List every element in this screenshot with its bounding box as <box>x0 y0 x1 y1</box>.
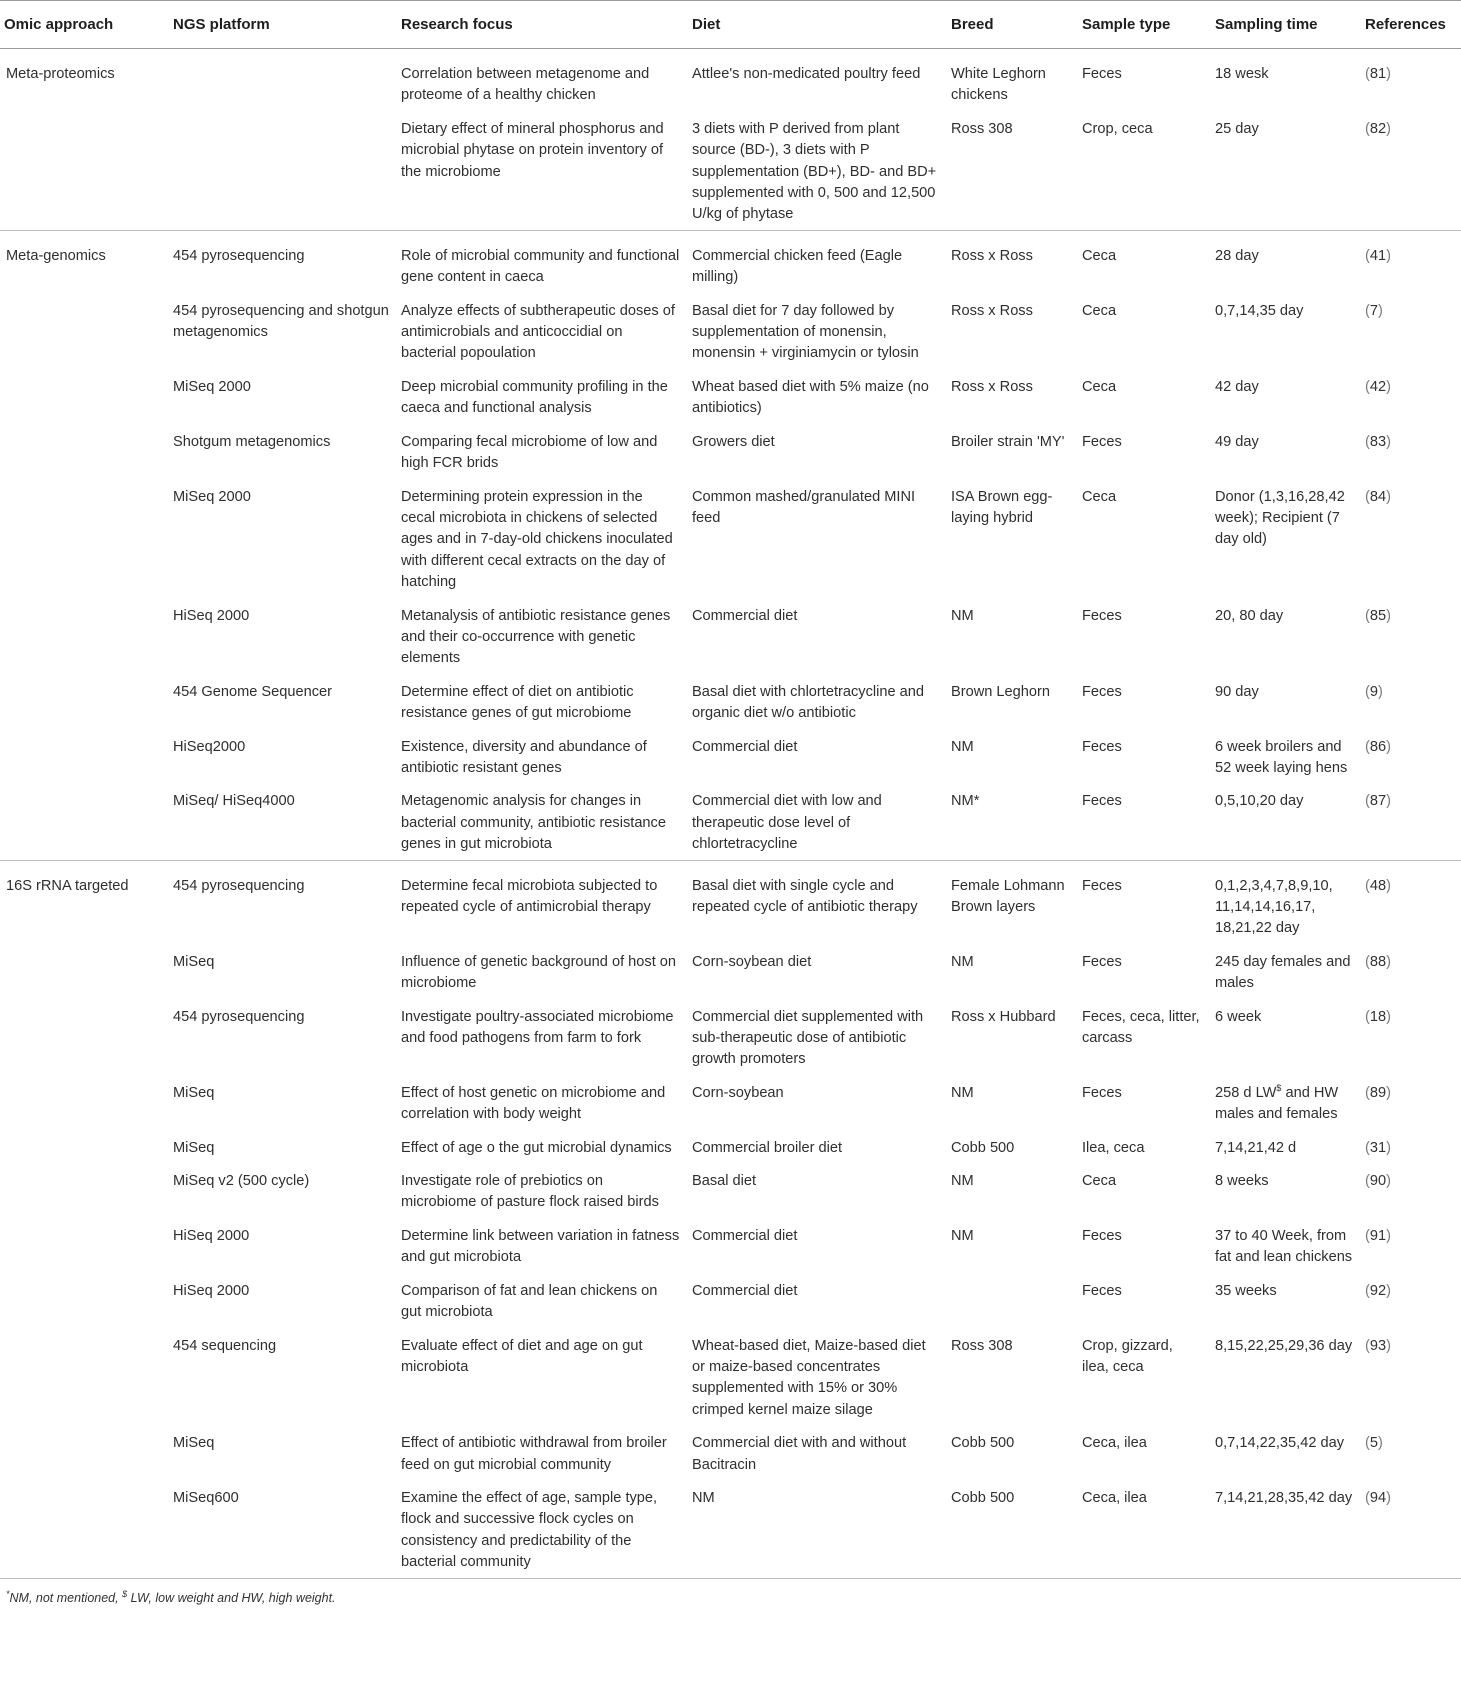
table-row <box>0 476 1461 595</box>
ngs-platform: 454 sequencing <box>173 1337 277 1354</box>
table-row <box>0 1160 1461 1215</box>
reference-number[interactable]: 91 <box>1369 1227 1387 1244</box>
reference: (5) <box>1365 1435 1383 1452</box>
table-row <box>0 726 1461 781</box>
reference-number[interactable]: 82 <box>1369 120 1387 137</box>
column-header: NGS platform <box>167 1 395 49</box>
breed: NM <box>951 1084 974 1101</box>
reference: (9) <box>1365 683 1383 700</box>
research-focus: Effect of age o the gut microbial dynamics <box>401 1139 672 1156</box>
table-row <box>0 1127 1461 1160</box>
reference-number[interactable]: 31 <box>1369 1139 1387 1156</box>
sample-type: Feces, ceca, litter, carcass <box>1082 1008 1200 1047</box>
ngs-platform: MiSeq 2000 <box>173 378 251 395</box>
diet: Basal diet with single cycle and repeated cycle of antibiotic therapy <box>692 877 918 915</box>
sampling-time: 8,15,22,25,29,36 day <box>1215 1337 1353 1354</box>
diet: Growers diet <box>692 433 775 450</box>
research-focus: Comparing fecal microbiome of low and high FCR brids <box>401 433 658 472</box>
table-header <box>0 1 1461 49</box>
reference-number[interactable]: 41 <box>1369 247 1387 264</box>
reference-number[interactable]: 90 <box>1369 1173 1387 1190</box>
omic-approach <box>0 1215 167 1270</box>
omic-approach <box>0 108 167 231</box>
table-row <box>0 780 1461 860</box>
omic-approach <box>0 1127 167 1160</box>
sample-type: Feces <box>1082 953 1122 970</box>
diet: Basal diet for 7 day followed by supplementation of monensin, monensin + virginiamycin or tylosin <box>692 302 919 362</box>
table-row <box>0 941 1461 996</box>
breed: NM <box>951 1227 974 1244</box>
table-row <box>0 671 1461 726</box>
reference-number[interactable]: 18 <box>1369 1008 1387 1025</box>
sampling-time: 25 day <box>1209 108 1359 231</box>
sample-type: Crop, gizzard, ilea, ceca <box>1082 1337 1173 1375</box>
sampling-time: 42 day <box>1215 378 1259 395</box>
sampling-time: 28 day <box>1215 247 1259 264</box>
ngs-platform: 454 pyrosequencing <box>173 1008 305 1025</box>
diet: Corn-soybean <box>692 1084 784 1101</box>
reference-number[interactable]: 83 <box>1369 433 1387 450</box>
diet: 3 diets with P derived from plant source (BD-), 3 diets with P supplementation (BD+), BD- and BD+ supplemented with 0, 500 and 12,500 U/kg of phytase <box>686 108 945 231</box>
reference: (93) <box>1365 1337 1391 1354</box>
sample-type: Crop, ceca <box>1076 108 1209 231</box>
ngs-platform: 454 pyrosequencing and shotgun metagenomics <box>173 302 389 341</box>
ngs-platform: MiSeq600 <box>167 1477 395 1578</box>
sample-type: Ceca, ilea <box>1082 1435 1147 1452</box>
reference: (86) <box>1365 738 1391 755</box>
omic-approach <box>0 1325 167 1423</box>
research-focus: Determine fecal microbiota subjected to repeated cycle of antimicrobial therapy <box>401 877 658 915</box>
table-row <box>0 366 1461 421</box>
sample-type: Ceca <box>1082 302 1117 319</box>
breed: Broiler strain 'MY' <box>951 433 1065 450</box>
table-row <box>0 49 1461 108</box>
table-row <box>0 421 1461 476</box>
ngs-platform: 454 Genome Sequencer <box>173 683 333 700</box>
breed: Ross 308 <box>951 1337 1013 1354</box>
sampling-time: 18 wesk <box>1215 66 1269 82</box>
reference: (41) <box>1365 247 1391 264</box>
sample-type: Feces <box>1076 780 1209 860</box>
research-focus: Deep microbial community profiling in the caeca and functional analysis <box>401 378 668 417</box>
diet: Wheat-based diet, Maize-based diet or maize-based concentrates supplemented with 15% or 30% crimped kernel maize silage <box>692 1337 926 1418</box>
column-header: Sampling time <box>1209 1 1359 49</box>
ngs-platform: HiSeq2000 <box>173 738 246 755</box>
ngs-platform: MiSeq 2000 <box>173 488 251 505</box>
diet: Basal diet <box>692 1173 757 1190</box>
sample-type: Feces <box>1082 607 1122 624</box>
reference: (88) <box>1365 953 1391 970</box>
research-focus: Determining protein expression in the cecal microbiota in chickens of selected ages and in 7-day-old chickens inoculated with different cecal extracts on the day of hatching <box>401 488 673 591</box>
reference: (82) <box>1359 108 1461 231</box>
ngs-platform: Shotgum metagenomics <box>173 433 331 450</box>
research-focus: Investigate poultry-associated microbiome and food pathogens from farm to fork <box>401 1008 674 1047</box>
research-focus: Analyze effects of subtherapeutic doses of antimicrobials and anticoccidial on bacterial popoulation <box>401 302 675 362</box>
table-row <box>0 290 1461 366</box>
sampling-time: 6 week broilers and 52 week laying hens <box>1215 738 1348 776</box>
ngs-platform <box>167 108 395 231</box>
omic-approach <box>0 1422 167 1477</box>
column-header: Omic approach <box>0 1 167 49</box>
diet: Commercial diet <box>692 607 798 624</box>
sampling-time: 6 week <box>1215 1008 1262 1025</box>
omic-approach <box>0 941 167 996</box>
reference: (85) <box>1365 607 1391 624</box>
ngs-platform <box>167 49 395 108</box>
column-header: Research focus <box>395 1 686 49</box>
research-focus: Comparison of fat and lean chickens on gut microbiota <box>401 1282 658 1321</box>
omic-approach <box>0 1477 167 1578</box>
research-focus: Dietary effect of mineral phosphorus and microbial phytase on protein inventory of the microbiome <box>395 108 686 231</box>
reference: (90) <box>1365 1173 1391 1190</box>
sample-type: Ceca <box>1082 1173 1117 1190</box>
table-footnote <box>0 1579 1461 1607</box>
table-row <box>0 108 1461 231</box>
omic-approach: Meta-genomics <box>6 247 106 264</box>
reference-number[interactable]: 93 <box>1369 1337 1387 1354</box>
reference: (92) <box>1365 1282 1391 1299</box>
sampling-time: 49 day <box>1215 433 1259 450</box>
diet: Commercial diet supplemented with sub-therapeutic dose of antibiotic growth promoters <box>692 1008 924 1068</box>
omic-approach <box>0 421 167 476</box>
breed: Cobb 500 <box>945 1477 1076 1578</box>
sampling-time: 0,5,10,20 day <box>1209 780 1359 860</box>
sample-type: Feces <box>1082 433 1122 450</box>
breed: Ross x Ross <box>951 247 1033 264</box>
reference-number[interactable]: 7 <box>1369 302 1378 319</box>
reference-number[interactable]: 92 <box>1369 1282 1387 1299</box>
sampling-time: Donor (1,3,16,28,42 week); Recipient (7 day old) <box>1215 488 1345 548</box>
reference: (84) <box>1365 488 1391 505</box>
table-row <box>0 1325 1461 1423</box>
ngs-platform: 454 pyrosequencing <box>173 877 305 894</box>
sample-type: Feces <box>1082 66 1122 82</box>
omic-approach <box>0 1270 167 1325</box>
reference-number[interactable]: 88 <box>1369 953 1387 970</box>
diet: NM <box>686 1477 945 1578</box>
diet: Basal diet with chlortetracycline and organic diet w/o antibiotic <box>692 683 924 722</box>
column-header: Breed <box>945 1 1076 49</box>
table-row <box>0 1270 1461 1325</box>
research-focus: Investigate role of prebiotics on microbiome of pasture flock raised birds <box>401 1173 659 1211</box>
breed <box>945 1270 1076 1325</box>
breed: White Leghorn chickens <box>951 66 1046 104</box>
diet: Corn-soybean diet <box>692 953 812 970</box>
reference-number[interactable]: 42 <box>1369 378 1387 395</box>
breed: Brown Leghorn <box>951 683 1050 700</box>
reference-number[interactable]: 87 <box>1369 793 1387 810</box>
research-focus: Influence of genetic background of host on microbiome <box>401 953 677 992</box>
research-focus: Examine the effect of age, sample type, flock and successive flock cycles on consistency and predictability of the bacterial community <box>395 1477 686 1578</box>
footnote-text-1: NM, not mentioned, <box>9 1590 123 1605</box>
sample-type: Ilea, ceca <box>1082 1139 1145 1156</box>
column-header: References <box>1359 1 1461 49</box>
omic-approach <box>0 290 167 366</box>
research-focus: Determine effect of diet on antibiotic resistance genes of gut microbiome <box>401 683 634 722</box>
breed: Cobb 500 <box>951 1435 1015 1452</box>
ngs-platform: MiSeq/ HiSeq4000 <box>167 780 395 860</box>
reference: (7) <box>1365 302 1383 319</box>
research-focus: Determine link between variation in fatness and gut microbiota <box>401 1227 680 1266</box>
breed: NM <box>951 1173 974 1190</box>
diet: Common mashed/granulated MINI feed <box>692 488 916 526</box>
breed: Female Lohmann Brown layers <box>951 877 1065 915</box>
reference: (48) <box>1365 877 1391 894</box>
omic-approach <box>0 366 167 421</box>
reference: (94) <box>1359 1477 1461 1578</box>
reference-number[interactable]: 5 <box>1369 1435 1378 1452</box>
reference: (18) <box>1365 1008 1391 1025</box>
diet: Commercial diet <box>692 738 798 755</box>
reference-number[interactable]: 48 <box>1369 877 1387 894</box>
omic-approach <box>0 476 167 595</box>
ngs-platform: HiSeq 2000 <box>173 1282 250 1299</box>
research-focus: Effect of host genetic on microbiome and correlation with body weight <box>401 1084 666 1123</box>
research-focus: Correlation between metagenome and proteome of a healthy chicken <box>401 66 650 104</box>
ngs-platform: MiSeq <box>173 1139 215 1156</box>
omic-approach: 16S rRNA targeted <box>6 877 129 894</box>
sample-type: Ceca <box>1082 247 1117 264</box>
omic-approach: Meta-proteomics <box>6 66 115 82</box>
ngs-platform: HiSeq 2000 <box>173 1227 250 1244</box>
sample-type: Feces <box>1082 1084 1122 1101</box>
breed: Cobb 500 <box>951 1139 1015 1156</box>
diet: Wheat based diet with 5% maize (no antibiotics) <box>692 378 929 417</box>
reference: (42) <box>1365 378 1391 395</box>
breed: Ross x Ross <box>951 378 1033 395</box>
sample-type: Feces <box>1082 1227 1122 1244</box>
breed: NM <box>951 607 974 624</box>
reference: (87) <box>1359 780 1461 860</box>
sampling-time: 245 day females and males <box>1215 953 1351 992</box>
diet: Commercial chicken feed (Eagle milling) <box>692 247 903 286</box>
reference: (89) <box>1365 1084 1391 1101</box>
ngs-platform: 454 pyrosequencing <box>173 247 305 264</box>
reference-number[interactable]: 89 <box>1369 1084 1387 1101</box>
sample-type: Feces <box>1082 1282 1122 1299</box>
research-focus: Existence, diversity and abundance of antibiotic resistant genes <box>401 738 647 776</box>
column-header: Sample type <box>1076 1 1209 49</box>
omic-approach <box>0 996 167 1072</box>
reference-number[interactable]: 81 <box>1369 66 1387 82</box>
omic-approach <box>0 595 167 671</box>
sampling-time: 37 to 40 Week, from fat and lean chickens <box>1215 1227 1353 1266</box>
research-focus: Metagenomic analysis for changes in bacterial community, antibiotic resistance genes in gut microbiota <box>395 780 686 860</box>
breed: NM <box>951 738 974 755</box>
reference: (81) <box>1365 66 1391 82</box>
sample-type: Ceca, ilea <box>1076 1477 1209 1578</box>
table-row <box>0 1422 1461 1477</box>
ngs-platform: MiSeq v2 (500 cycle) <box>173 1173 310 1190</box>
diet: Commercial diet <box>692 1282 798 1299</box>
table-row <box>0 996 1461 1072</box>
sampling-time: 0,7,14,22,35,42 day <box>1215 1435 1345 1452</box>
omic-approach <box>0 780 167 860</box>
reference: (31) <box>1365 1139 1391 1156</box>
diet: Commercial diet with low and therapeutic dose level of chlortetracycline <box>686 780 945 860</box>
footnote-text-2: LW, low weight and HW, high weight. <box>127 1590 336 1605</box>
table-row <box>0 1215 1461 1270</box>
reference-number[interactable]: 94 <box>1369 1489 1387 1506</box>
research-focus: Evaluate effect of diet and age on gut microbiota <box>401 1337 643 1375</box>
footnote-mark-2: $ <box>122 1588 128 1599</box>
omic-approach <box>0 726 167 781</box>
table-row <box>0 230 1461 289</box>
reference: (91) <box>1365 1227 1391 1244</box>
sampling-time: 20, 80 day <box>1215 607 1284 624</box>
reference-number[interactable]: 84 <box>1369 488 1387 505</box>
ngs-platform: MiSeq <box>173 953 215 970</box>
sampling-time: 7,14,21,28,35,42 day <box>1209 1477 1359 1578</box>
diet: Commercial broiler diet <box>692 1139 843 1156</box>
omic-approach <box>0 671 167 726</box>
reference-number[interactable]: 9 <box>1369 683 1378 700</box>
research-focus: Role of microbial community and functional gene content in caeca <box>401 247 680 286</box>
table-row <box>0 860 1461 941</box>
sample-type: Feces <box>1082 683 1122 700</box>
sampling-time: 35 weeks <box>1215 1282 1277 1299</box>
reference-number[interactable]: 85 <box>1369 607 1387 624</box>
sampling-time: 0,1,2,3,4,7,8,9,10, 11,14,14,16,17, 18,21,22 day <box>1215 877 1333 937</box>
diet: Commercial diet with and without Bacitracin <box>692 1435 907 1473</box>
ngs-platform: MiSeq <box>173 1435 215 1452</box>
table-row <box>0 1477 1461 1578</box>
breed: Ross x Hubbard <box>951 1008 1056 1025</box>
sampling-time: 0,7,14,35 day <box>1215 302 1304 319</box>
research-focus: Metanalysis of antibiotic resistance genes and their co-occurrence with genetic elements <box>401 607 671 667</box>
sample-type: Ceca <box>1082 488 1117 505</box>
sample-type: Ceca <box>1082 378 1117 395</box>
footnote-mark-1: * <box>6 1588 10 1599</box>
omic-approach <box>0 1072 167 1127</box>
breed: NM* <box>945 780 1076 860</box>
diet: Attlee's non-medicated poultry feed <box>692 66 921 82</box>
breed: ISA Brown egg-laying hybrid <box>951 488 1053 526</box>
sampling-time: 7,14,21,42 d <box>1215 1139 1297 1156</box>
breed: Ross x Ross <box>951 302 1033 319</box>
sample-type: Feces <box>1082 738 1122 755</box>
table-row <box>0 1072 1461 1127</box>
table-row <box>0 595 1461 671</box>
research-focus: Effect of antibiotic withdrawal from broiler feed on gut microbial community <box>401 1435 667 1473</box>
sampling-time: 258 d LW$ and HW males and females <box>1215 1082 1339 1123</box>
reference: (83) <box>1365 433 1391 450</box>
sampling-time: 90 day <box>1215 683 1259 700</box>
reference-number[interactable]: 86 <box>1369 738 1387 755</box>
omic-approach <box>0 1160 167 1215</box>
column-header: Diet <box>686 1 945 49</box>
breed: NM <box>951 953 974 970</box>
ngs-platform: MiSeq <box>173 1084 215 1101</box>
diet: Commercial diet <box>692 1227 798 1244</box>
ngs-platform: HiSeq 2000 <box>173 607 250 624</box>
breed: Ross 308 <box>945 108 1076 231</box>
sampling-time: 8 weeks <box>1215 1173 1269 1190</box>
sample-type: Feces <box>1082 877 1122 894</box>
